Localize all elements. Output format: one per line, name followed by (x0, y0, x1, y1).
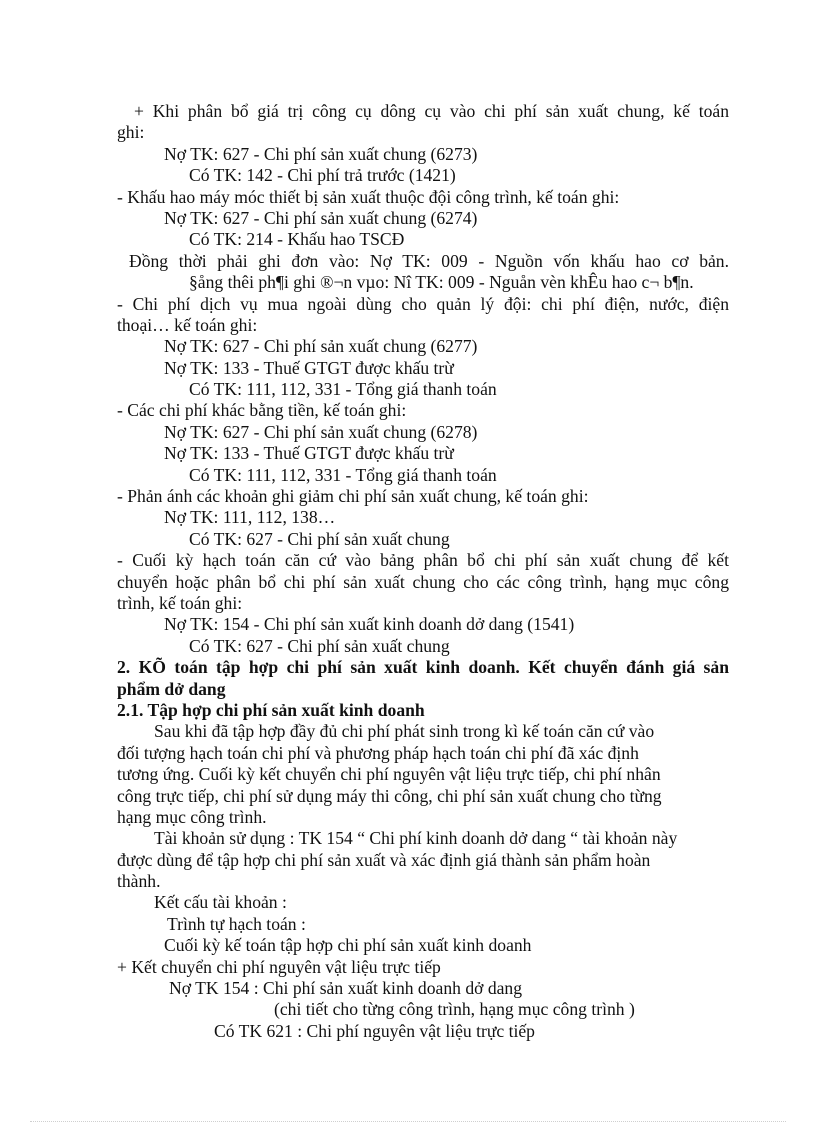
text-line: - Cuối kỳ hạch toán căn cứ vào bảng phân bổ chi phí sản xuất chung để kết (117, 550, 729, 571)
text-line: - Chi phí dịch vụ mua ngoài dùng cho quản lý đội: chi phí điện, nước, điện (117, 293, 729, 314)
page-bottom-divider (30, 1121, 786, 1122)
credit-entry: Có TK: 214 - Khấu hao TSCĐ (189, 229, 405, 250)
section-heading: 2. KÕ toán tập hợp chi phí sản xuất kinh doanh. Kết chuyển đánh giá sản (117, 657, 729, 678)
credit-entry: Có TK: 111, 112, 331 - Tổng giá thanh toán (189, 464, 497, 485)
paragraph-line: thành. (117, 871, 161, 892)
debit-entry: Nợ TK: 154 - Chi phí sản xuất kinh doanh dở dang (1541) (164, 614, 575, 635)
section-heading: phẩm dở dang (117, 678, 226, 699)
debit-entry: Nợ TK: 627 - Chi phí sản xuất chung (6278) (164, 421, 478, 442)
debit-entry: Nợ TK 154 : Chi phí sản xuất kinh doanh dở dang (169, 978, 523, 999)
paragraph-line: Sau khi đã tập hợp đầy đủ chi phí phát sinh trong kì kế toán căn cứ vào (154, 721, 655, 742)
credit-entry: Có TK: 627 - Chi phí sản xuất chung (189, 635, 450, 656)
garbled-text-line: §ång thêi ph¶i ghi ®¬n vµo: Nî TK: 009 - Nguån vèn khÊu hao c¬ b¶n. (189, 272, 694, 293)
text-line: - Khấu hao máy móc thiết bị sản xuất thuộc đội công trình, kế toán ghi: (117, 186, 620, 207)
text-line: - Phản ánh các khoản ghi giảm chi phí sản xuất chung, kế toán ghi: (117, 486, 589, 507)
debit-entry: Nợ TK: 133 - Thuế GTGT được khấu trừ (164, 443, 454, 464)
credit-entry: Có TK 621 : Chi phí nguyên vật liệu trực tiếp (214, 1020, 535, 1041)
text-line: + Khi phân bổ giá trị công cụ dông cụ vào chi phí sản xuất chung, kế toán (134, 101, 729, 121)
text-line: + Kết chuyển chi phí nguyên vật liệu trực tiếp (117, 956, 441, 977)
subsection-heading: 2.1. Tập hợp chi phí sản xuất kinh doanh (117, 699, 425, 720)
paragraph-line: đối tượng hạch toán chi phí và phương pháp hạch toán chi phí đã xác định (117, 742, 639, 763)
document-body (117, 101, 729, 1042)
credit-entry: Có TK: 142 - Chi phí trả trước (1421) (189, 165, 456, 186)
text-line: chuyển hoặc phân bổ chi phí sản xuất chung cho các công trình, hạng mục công (117, 571, 729, 592)
debit-entry: Nợ TK: 627 - Chi phí sản xuất chung (6273) (164, 143, 478, 164)
text-line: Trình tự hạch toán : (167, 913, 306, 934)
credit-entry: Có TK: 111, 112, 331 - Tổng giá thanh toán (189, 379, 497, 400)
paragraph-line: tương ứng. Cuối kỳ kết chuyển chi phí nguyên vật liệu trực tiếp, chi phí nhân (117, 764, 661, 785)
text-line: Cuối kỳ kế toán tập hợp chi phí sản xuất kinh doanh (164, 935, 532, 956)
text-line: thoại… kế toán ghi: (117, 314, 258, 335)
paragraph-line: Tài khoản sử dụng : TK 154 “ Chi phí kinh doanh dở dang “ tài khoản này (154, 828, 678, 849)
debit-entry: Nợ TK: 133 - Thuế GTGT được khấu trừ (164, 357, 454, 378)
paragraph-line: được dùng để tập hợp chi phí sản xuất và xác định giá thành sản phẩm hoàn (117, 849, 651, 870)
text-line: (chi tiết cho từng công trình, hạng mục công trình ) (274, 999, 635, 1020)
debit-entry: Nợ TK: 111, 112, 138… (164, 507, 336, 528)
text-line: ghi: (117, 122, 145, 143)
credit-entry: Có TK: 627 - Chi phí sản xuất chung (189, 528, 450, 549)
text-line: - Các chi phí khác bằng tiền, kế toán ghi: (117, 400, 407, 421)
debit-entry: Nợ TK: 627 - Chi phí sản xuất chung (6277) (164, 336, 478, 357)
debit-entry: Nợ TK: 627 - Chi phí sản xuất chung (6274) (164, 207, 478, 228)
text-line: Đồng thời phải ghi đơn vào: Nợ TK: 009 - Nguồn vốn khấu hao cơ bản. (129, 250, 729, 271)
text-line: trình, kế toán ghi: (117, 592, 243, 613)
paragraph-line: công trực tiếp, chi phí sử dụng máy thi công, chi phí sản xuất chung cho từng (117, 785, 662, 806)
paragraph-line: hạng mục công trình. (117, 806, 267, 827)
text-line: Kết cấu tài khoản : (154, 892, 287, 913)
